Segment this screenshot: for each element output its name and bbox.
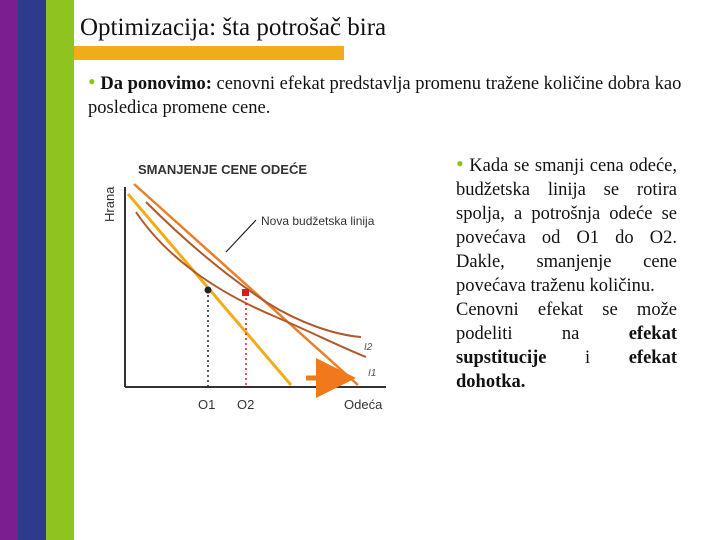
bullet-icon: • (88, 69, 96, 94)
intro-paragraph (88, 70, 708, 120)
x-axis-label: Odeća (344, 397, 383, 412)
slide-title: Optimizacija: šta potrošač bira (80, 14, 387, 41)
tick-label-o2: O2 (237, 397, 255, 412)
point-o1 (205, 287, 212, 294)
price-effect-chart (96, 152, 396, 422)
annotation-pointer (226, 220, 256, 252)
y-axis-label: Hrana (102, 186, 117, 222)
indifference-curve-i1 (136, 212, 366, 357)
intro-text: cenovni efekat predstavlja promenu tražene količine dobra kao posledica promene cene. (88, 74, 682, 118)
intro-bold: Da ponovimo: (100, 74, 212, 94)
tick-label-o1: O1 (198, 397, 216, 412)
annotation-label: Nova budžetska linija (261, 214, 375, 228)
title-underline-bar (74, 46, 344, 60)
explanation-paragraph-1: • Kada se smanji cena odeće, budžetska linija se rotira spolja, a potrošnja odeće se povećava od O1 do O2. Dakle, smanjenje cene povećava traženu količinu. (456, 151, 677, 296)
curve-label-i2: I2 (364, 342, 373, 353)
explanation-text (456, 152, 677, 394)
stripe-purple (0, 0, 18, 540)
curve-label-i1: I1 (368, 368, 377, 379)
point-o2 (242, 289, 249, 296)
chart-title: SMANJENJE CENE ODEĆE (138, 162, 308, 177)
stripe-navy (18, 0, 46, 540)
explanation-paragraph-2: Cenovni efekat se može podeliti na efekat supstitucije i efekat dohotka. (456, 300, 677, 392)
bullet-icon: • (456, 151, 464, 176)
stripe-green (46, 0, 74, 540)
